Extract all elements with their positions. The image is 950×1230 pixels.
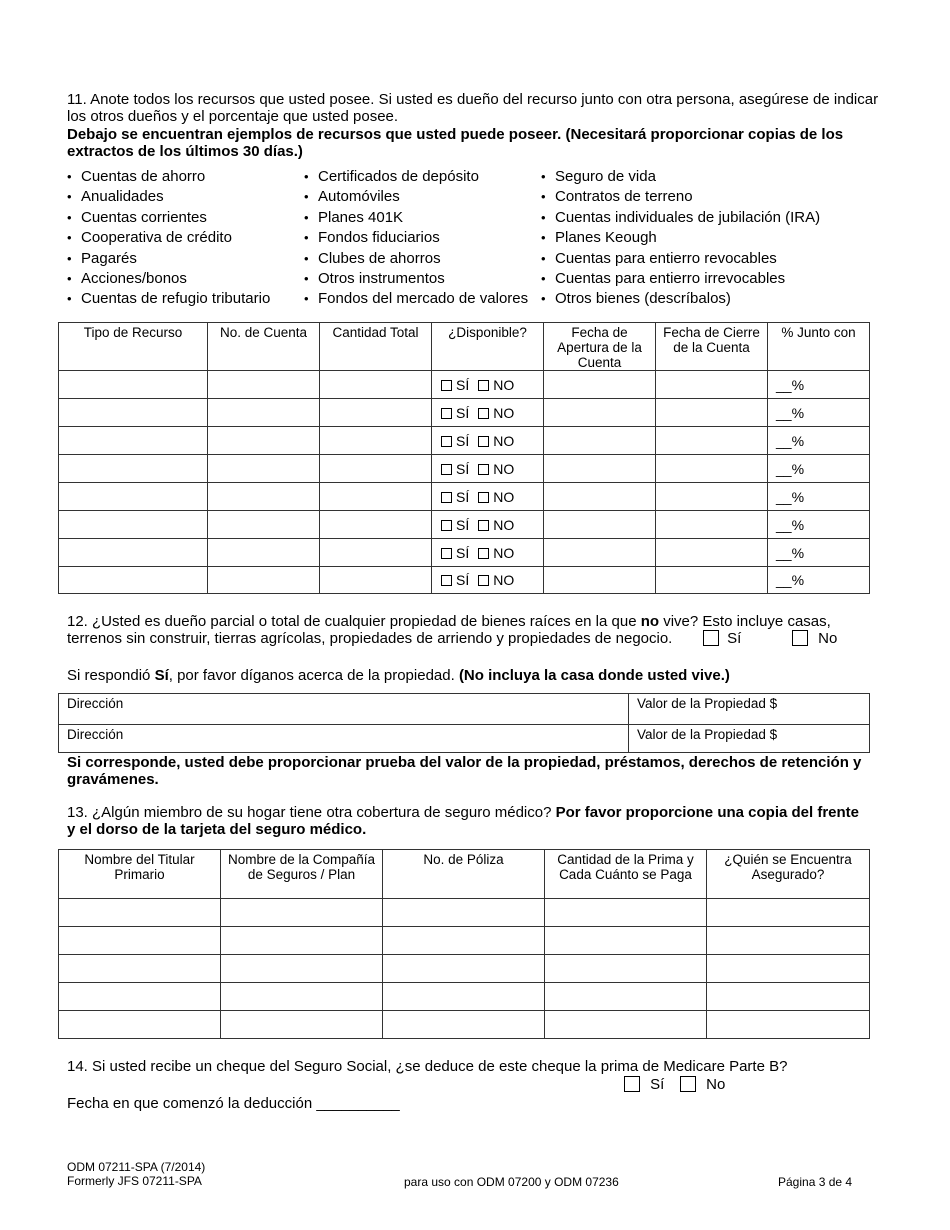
table-row (59, 899, 870, 927)
availability-cell: SÍ NO (432, 539, 544, 567)
table-cell[interactable] (221, 983, 383, 1011)
list-item: • Planes 401K (304, 208, 541, 228)
available-yes-checkbox[interactable] (441, 380, 452, 391)
percent-field[interactable]: __% (776, 488, 805, 505)
table-cell[interactable] (768, 399, 870, 427)
table-cell[interactable] (208, 399, 320, 427)
table-row (59, 483, 870, 511)
property-value-field[interactable]: Valor de la Propiedad $ (629, 694, 870, 725)
property-table (58, 693, 870, 753)
table-cell[interactable] (544, 371, 656, 399)
table-cell[interactable] (707, 899, 870, 927)
form-id: ODM 07211-SPA (7/2014) (67, 1160, 206, 1174)
table-cell[interactable] (320, 483, 432, 511)
available-yes-checkbox[interactable] (441, 548, 452, 559)
address-field[interactable]: Dirección (59, 694, 629, 725)
table-row (59, 399, 870, 427)
list-item: • Otros bienes (descríbalos) (541, 289, 820, 309)
table-cell[interactable] (544, 567, 656, 594)
table-cell[interactable] (656, 371, 768, 399)
resources-table (58, 322, 870, 594)
availability-cell: SÍ NO (432, 511, 544, 539)
table-row (59, 539, 870, 567)
available-yes-checkbox[interactable] (441, 575, 452, 586)
table-cell[interactable] (383, 927, 545, 955)
availability-cell: SÍ NO (432, 483, 544, 511)
table-cell[interactable] (320, 511, 432, 539)
page-number: Página 3 de 4 (778, 1175, 853, 1189)
percent-field[interactable]: __% (776, 432, 805, 449)
table-row (59, 725, 870, 753)
available-yes-checkbox[interactable] (441, 408, 452, 419)
col-header: Fecha de Cierre de la Cuenta (656, 323, 768, 371)
table-cell[interactable] (59, 371, 208, 399)
col-header: No. de Cuenta (208, 323, 320, 371)
table-cell[interactable] (59, 955, 221, 983)
q12-no-checkbox[interactable] (792, 630, 808, 646)
col-header: ¿Quién se Encuentra Asegurado? (707, 850, 870, 899)
col-header: Tipo de Recurso (59, 323, 208, 371)
property-value-field[interactable]: Valor de la Propiedad $ (629, 725, 870, 753)
table-cell[interactable] (768, 483, 870, 511)
table-cell[interactable] (768, 427, 870, 455)
table-cell[interactable] (59, 927, 221, 955)
available-no-checkbox[interactable] (478, 492, 489, 503)
table-cell[interactable] (320, 427, 432, 455)
percent-field[interactable]: __% (776, 516, 805, 533)
table-cell[interactable] (208, 371, 320, 399)
table-cell[interactable] (221, 927, 383, 955)
table-cell[interactable] (545, 983, 707, 1011)
list-item: • Acciones/bonos (67, 269, 304, 289)
table-cell[interactable] (208, 455, 320, 483)
col-header: % Junto con (768, 323, 870, 371)
table-cell[interactable] (656, 511, 768, 539)
table-row (59, 511, 870, 539)
resource-list-col1 (67, 167, 304, 310)
table-cell[interactable] (545, 899, 707, 927)
table-cell[interactable] (544, 483, 656, 511)
list-item: • Cuentas corrientes (67, 208, 304, 228)
col-header: Cantidad Total (320, 323, 432, 371)
list-item: • Fondos del mercado de valores (304, 289, 541, 309)
list-item: • Cuentas de ahorro (67, 167, 304, 187)
table-cell[interactable] (383, 983, 545, 1011)
insurance-table (58, 849, 870, 1039)
list-item: • Automóviles (304, 187, 541, 207)
table-cell[interactable] (59, 539, 208, 567)
table-cell[interactable] (320, 399, 432, 427)
available-yes-checkbox[interactable] (441, 520, 452, 531)
table-cell[interactable] (383, 955, 545, 983)
q14-no-option[interactable]: No (680, 1076, 725, 1093)
table-cell[interactable] (59, 899, 221, 927)
table-cell[interactable] (656, 399, 768, 427)
table-cell[interactable] (656, 483, 768, 511)
q12-no-option[interactable]: No (792, 630, 837, 647)
available-no-checkbox[interactable] (478, 380, 489, 391)
available-yes-checkbox[interactable] (441, 464, 452, 475)
percent-field[interactable]: __% (776, 376, 805, 393)
available-no-checkbox[interactable] (478, 436, 489, 447)
table-row (59, 567, 870, 594)
table-cell[interactable] (383, 1011, 545, 1039)
table-row (59, 427, 870, 455)
available-no-checkbox[interactable] (478, 548, 489, 559)
q11-intro: 11. Anote todos los recursos que usted posee. Si usted es dueño del recurso junto con otra persona, asegúrese de indicar los otros dueños y el porcentaje que usted posee. (67, 91, 879, 125)
table-row (59, 955, 870, 983)
q12-question: 12. ¿Usted es dueño parcial o total de cualquier propiedad de bienes raíces en la que no vive? Esto incluye casas, terrenos sin construir, tierras agrícolas, propiedades de arriendo y propiedades de negocio. (67, 613, 831, 647)
table-cell[interactable] (221, 955, 383, 983)
table-cell[interactable] (208, 567, 320, 594)
form-footer-left (67, 1160, 205, 1188)
table-cell[interactable] (59, 511, 208, 539)
list-item: • Certificados de depósito (304, 167, 541, 187)
table-cell[interactable] (59, 1011, 221, 1039)
deduction-date-field[interactable]: Fecha en que comenzó la deducción __________ (67, 1095, 400, 1112)
table-cell[interactable] (656, 539, 768, 567)
table-cell[interactable] (320, 539, 432, 567)
table-cell[interactable] (320, 567, 432, 594)
list-item: • Otros instrumentos (304, 269, 541, 289)
table-cell[interactable] (768, 455, 870, 483)
table-cell[interactable] (59, 483, 208, 511)
table-cell[interactable] (59, 567, 208, 594)
table-cell[interactable] (545, 927, 707, 955)
table-cell[interactable] (221, 1011, 383, 1039)
list-item: • Cuentas de refugio tributario (67, 289, 304, 309)
percent-field[interactable]: __% (776, 460, 805, 477)
table-cell[interactable] (656, 427, 768, 455)
percent-field[interactable]: __% (776, 544, 805, 561)
col-header: Nombre de la Compañía de Seguros / Plan (221, 850, 383, 899)
table-cell[interactable] (208, 427, 320, 455)
q14-no-checkbox[interactable] (680, 1076, 696, 1092)
q11-bold-note: Debajo se encuentran ejemplos de recursos que usted puede poseer. (Necesitará proporcionar copias de los extractos de los últimos 30 días.) (67, 126, 844, 160)
list-item: • Fondos fiduciarios (304, 228, 541, 248)
list-item: • Cuentas para entierro revocables (541, 249, 820, 269)
list-item: • Anualidades (67, 187, 304, 207)
table-row (59, 927, 870, 955)
available-no-checkbox[interactable] (478, 520, 489, 531)
table-cell[interactable] (707, 955, 870, 983)
table-cell[interactable] (320, 455, 432, 483)
table-cell[interactable] (707, 983, 870, 1011)
table-cell[interactable] (208, 539, 320, 567)
table-cell[interactable] (707, 1011, 870, 1039)
table-cell[interactable] (208, 511, 320, 539)
availability-cell: SÍ NO (432, 371, 544, 399)
table-cell[interactable] (656, 455, 768, 483)
q13-question: 13. ¿Algún miembro de su hogar tiene otra cobertura de seguro médico? Por favor proporcione una copia del frente y el dorso de la tarjeta del seguro médico. (67, 804, 860, 838)
form-formerly: Formerly JFS 07211-SPA (67, 1174, 202, 1188)
table-cell[interactable] (545, 1011, 707, 1039)
table-cell[interactable] (59, 455, 208, 483)
available-yes-checkbox[interactable] (441, 492, 452, 503)
q12-follow-up: Si respondió Sí, por favor díganos acerca de la propiedad. (No incluya la casa donde usted vive.) (67, 667, 730, 684)
percent-field[interactable]: __% (776, 572, 805, 588)
table-row (59, 455, 870, 483)
table-cell[interactable] (544, 399, 656, 427)
table-cell[interactable] (320, 371, 432, 399)
table-row (59, 694, 870, 725)
percent-field[interactable]: __% (776, 404, 805, 421)
q14-yes-checkbox[interactable] (624, 1076, 640, 1092)
q12-proof-note: Si corresponde, usted debe proporcionar prueba del valor de la propiedad, préstamos, derechos de retención y gravámenes. (67, 754, 862, 788)
table-cell[interactable] (221, 899, 383, 927)
table-cell[interactable] (59, 983, 221, 1011)
col-header: No. de Póliza (383, 850, 545, 899)
col-header: Nombre del Titular Primario (59, 850, 221, 899)
availability-cell: SÍ NO (432, 567, 544, 594)
list-item: • Clubes de ahorros (304, 249, 541, 269)
table-cell[interactable] (768, 567, 870, 594)
form-usage: para uso con ODM 07200 y ODM 07236 (404, 1175, 619, 1189)
table-header-row (59, 850, 870, 899)
availability-cell: SÍ NO (432, 427, 544, 455)
table-row (59, 1011, 870, 1039)
availability-cell: SÍ NO (432, 455, 544, 483)
list-item: • Seguro de vida (541, 167, 820, 187)
list-item: • Pagarés (67, 249, 304, 269)
list-item: • Cuentas para entierro irrevocables (541, 269, 820, 289)
table-cell[interactable] (768, 511, 870, 539)
table-cell[interactable] (707, 927, 870, 955)
availability-cell: SÍ NO (432, 399, 544, 427)
resource-list-col2 (304, 167, 541, 310)
table-cell[interactable] (544, 539, 656, 567)
table-cell[interactable] (383, 899, 545, 927)
list-item: • Contratos de terreno (541, 187, 820, 207)
table-cell[interactable] (59, 399, 208, 427)
available-no-checkbox[interactable] (478, 408, 489, 419)
table-cell[interactable] (544, 455, 656, 483)
table-header-row (59, 323, 870, 371)
col-header: Cantidad de la Prima y Cada Cuánto se Paga (545, 850, 707, 899)
q14-question: 14. Si usted recibe un cheque del Seguro Social, ¿se deduce de este cheque la prima de Medicare Parte B? (67, 1058, 788, 1075)
available-no-checkbox[interactable] (478, 575, 489, 586)
table-row (59, 371, 870, 399)
table-cell[interactable] (545, 955, 707, 983)
table-cell[interactable] (59, 427, 208, 455)
available-yes-checkbox[interactable] (441, 436, 452, 447)
col-header: Fecha de Apertura de la Cuenta (544, 323, 656, 371)
q12-yes-checkbox[interactable] (703, 630, 719, 646)
table-cell[interactable] (656, 567, 768, 594)
resource-list-col3 (541, 167, 820, 310)
address-field[interactable]: Dirección (59, 725, 629, 753)
table-row (59, 983, 870, 1011)
q14-yes-option[interactable]: Sí (624, 1076, 664, 1093)
list-item: • Cooperativa de crédito (67, 228, 304, 248)
q12-yes-option[interactable]: Sí (703, 630, 741, 647)
resource-examples (67, 167, 882, 310)
table-cell[interactable] (544, 511, 656, 539)
table-cell[interactable] (544, 427, 656, 455)
table-cell[interactable] (768, 539, 870, 567)
table-cell[interactable] (208, 483, 320, 511)
list-item: • Cuentas individuales de jubilación (IRA) (541, 208, 820, 228)
available-no-checkbox[interactable] (478, 464, 489, 475)
table-cell[interactable] (768, 371, 870, 399)
col-header: ¿Disponible? (432, 323, 544, 371)
list-item: • Planes Keough (541, 228, 820, 248)
